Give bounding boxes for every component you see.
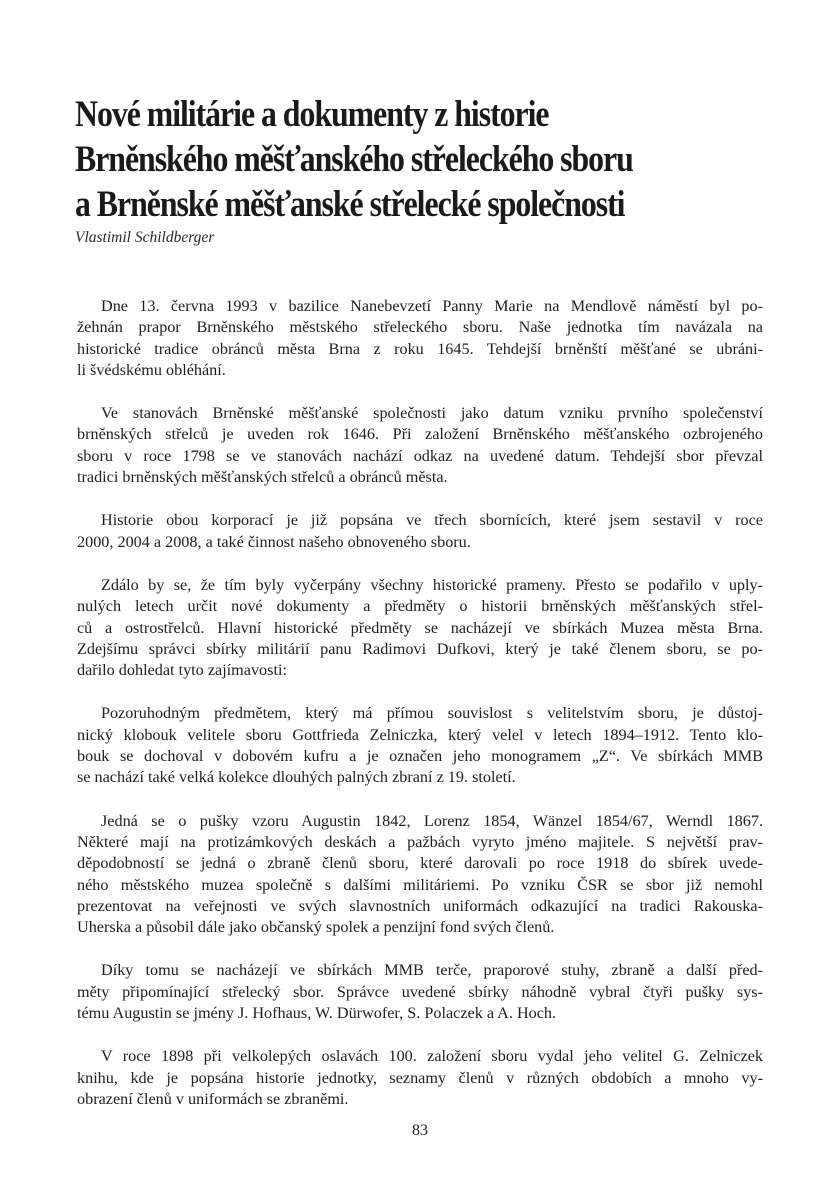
paragraph-line: tému Augustin se jmény J. Hofhaus, W. Dürwofer, S. Polaczek a A. Hoch. xyxy=(77,1004,557,1023)
paragraph-line: sboru v roce 1798 se ve stanovách nachází odkaz na uvedené datum. Tehdejší sbor převzal xyxy=(77,446,763,465)
paragraph-line: Díky tomu se nacházejí ve sbírkách MMB terče, praporové stuhy, zbraně a další před- xyxy=(101,961,763,980)
paragraph-6 xyxy=(77,811,763,939)
paragraph-line: knihu, kde je popsána historie jednotky, seznamy členů v různých obdobích a mnoho vy- xyxy=(77,1068,763,1087)
paragraph-line: měty připomínající střelecký sbor. Správce uvedené sbírky náhodně vybral čtyři pušky sys- xyxy=(77,982,763,1001)
paragraph-line: ců a ostrostřelců. Hlavní historické předměty se nacházejí ve sbírkách Muzea města Brna. xyxy=(77,618,763,637)
paragraph-4 xyxy=(77,575,763,681)
paragraph-3 xyxy=(77,510,763,553)
article-header xyxy=(75,92,775,248)
paragraph-1 xyxy=(77,296,763,381)
paragraph-line: prezentovat na veřejnosti ve svých slavnostních uniformách odkazující na tradici Rakouska- xyxy=(77,896,763,915)
article-title-line-1: Nové militárie a dokumenty z historie xyxy=(75,94,549,135)
paragraph-line: tradici brněnských měšťanských střelců a obránců města. xyxy=(77,468,448,487)
paragraph-line: dařilo dohledat tyto zajímavosti: xyxy=(77,661,287,680)
paragraph-line: historické tradice obránců města Brna z roku 1645. Tehdejší brněnští měšťané se ubráni- xyxy=(77,339,763,358)
paragraph-7 xyxy=(77,960,763,1024)
paragraph-line: nický klobouk velitele sboru Gottfrieda Zelniczka, který velel v letech 1894–1912. Tento klo- xyxy=(77,725,763,744)
article-body xyxy=(77,296,763,1132)
paragraph-line: děpodobností se jedná o zbraně členů sboru, které darovali po roce 1918 do sbírek uvede- xyxy=(77,854,763,873)
paragraph-2 xyxy=(77,403,763,488)
paragraph-5 xyxy=(77,703,763,788)
paragraph-line: Uherska a působil dále jako občanský spolek a penzijní fond svých členů. xyxy=(77,918,555,937)
paragraph-line: ného městského muzea společně s dalšími militáriemi. Po vzniku ČSR se sbor již nemohl xyxy=(77,875,763,894)
paragraph-line: žehnán prapor Brněnského městského střeleckého sboru. Naše jednotka tím navázala na xyxy=(77,318,763,337)
paragraph-line: Ve stanovách Brněnské měšťanské společnosti jako datum vzniku prvního společenství xyxy=(101,404,763,423)
page-number: 83 xyxy=(412,1122,428,1139)
paragraph-line: Dne 13. června 1993 v bazilice Nanebevzetí Panny Marie na Mendlově náměstí byl po- xyxy=(101,297,763,315)
paragraph-line: Některé mají na protizámkových deskách a pažbách vyryto jméno majitele. S největší prav- xyxy=(77,832,763,851)
paragraph-line: se nachází také velká kolekce dlouhých palných zbraní z 19. století. xyxy=(77,768,516,787)
paragraph-line: Zdejšímu správci sbírky militárií panu Radimovi Dufkovi, který je také členem sboru, se po- xyxy=(77,639,763,658)
paragraph-line: bouk se dochoval v dobovém kufru a je označen jeho monogramem „Z“. Ve sbírkách MMB xyxy=(77,747,763,766)
paragraph-line: li švédskému obléhání. xyxy=(77,360,226,379)
paragraph-line: Zdálo by se, že tím byly vyčerpány všechny historické prameny. Přesto se podařilo v uply- xyxy=(101,575,763,594)
paragraph-line: Pozoruhodným předmětem, který má přímou souvislost s velitelstvím sboru, je důstoj- xyxy=(101,704,763,723)
paragraph-8 xyxy=(77,1046,763,1110)
paragraph-line: brněnských střelců je uveden rok 1646. Při založení Brněnského měšťanského ozbrojeného xyxy=(77,425,763,444)
paragraph-line: V roce 1898 při velkolepých oslavách 100. založení sboru vydal jeho velitel G. Zelniczek xyxy=(101,1047,763,1066)
paragraph-line: 2000, 2004 a 2008, a také činnost našeho obnoveného sboru. xyxy=(77,532,471,551)
article-author: Vlastimil Schildberger xyxy=(75,229,215,246)
paragraph-line: Historie obou korporací je již popsána ve třech sbornících, které jsem sestavil v roce xyxy=(101,511,763,530)
article-title-line-3: a Brněnské měšťanské střelecké společnosti xyxy=(75,184,625,225)
paragraph-line: obrazení členů v uniformách se zbraněmi. xyxy=(77,1089,349,1108)
article-title-line-2: Brněnského měšťanského střeleckého sboru xyxy=(75,139,633,180)
paragraph-line: nulých letech určit nové dokumenty a předměty o historii brněnských měšťanských střel- xyxy=(77,597,763,616)
paragraph-line: Jedná se o pušky vzoru Augustin 1842, Lorenz 1854, Wänzel 1854/67, Werndl 1867. xyxy=(101,811,763,830)
